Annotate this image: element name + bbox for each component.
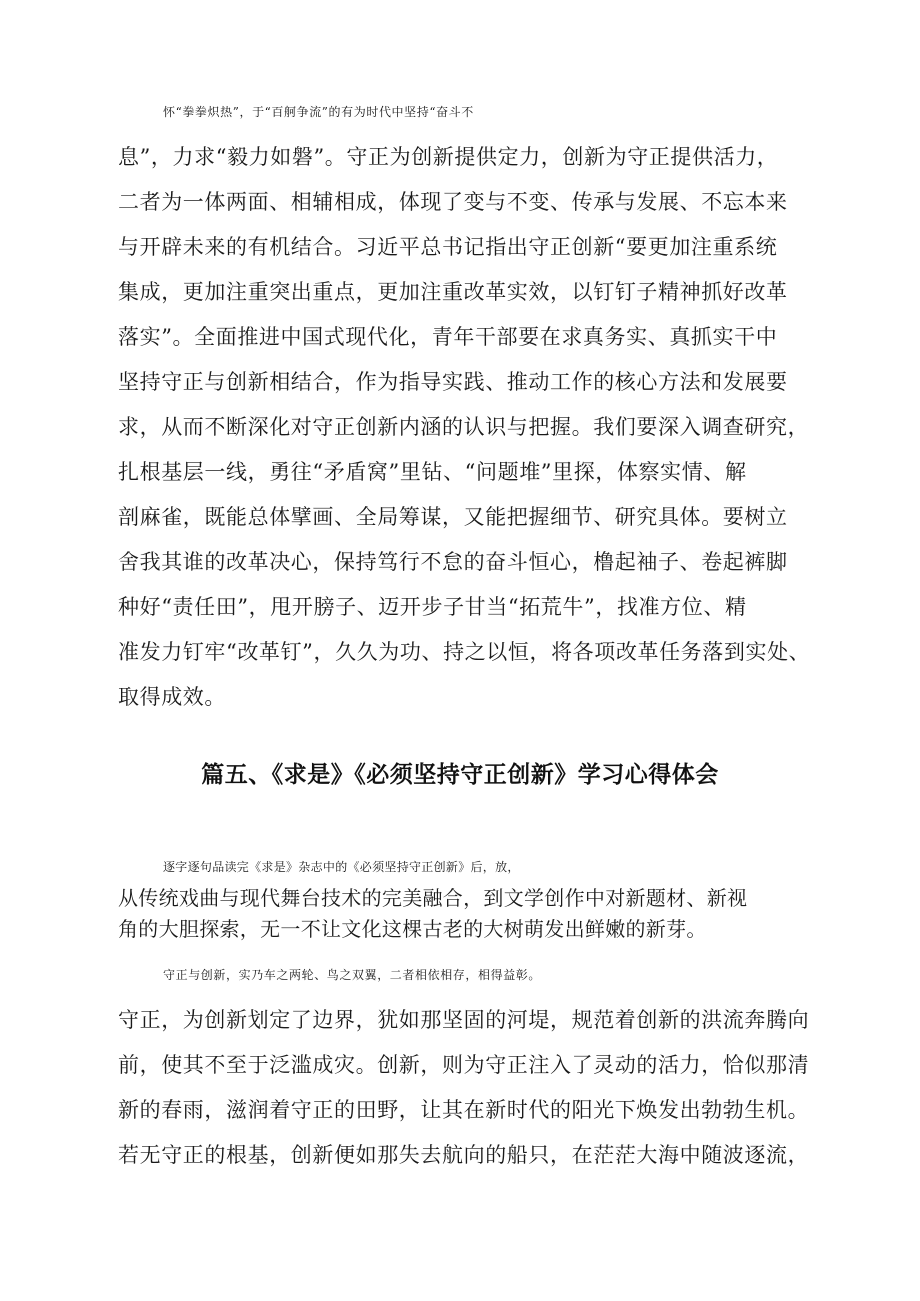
paragraph-line: 剖麻雀，既能总体擘画、全局筹谋，又能把握细节、研究具体。要树立 bbox=[118, 505, 788, 529]
paragraph-line: 从传统戏曲与现代舞台技术的完美融合，到文学创作中对新题材、新视 bbox=[118, 886, 748, 910]
paragraph-line: 前，使其不至于泛滥成灾。创新，则为守正注入了灵动的活力，恰似那清 bbox=[118, 1053, 810, 1077]
paragraph-line: 准发力钉牢“改革钉”，久久为功、持之以恒，将各项改革任务落到实处、 bbox=[118, 640, 811, 664]
paragraph-line: 集成，更加注重突出重点，更加注重改革实效，以钉钉子精神抓好改革 bbox=[118, 280, 788, 304]
paragraph-line: 种好“责任田”，甩开膀子、迈开步子甘当“拓荒牛”，找准方位、精 bbox=[118, 595, 747, 619]
paragraph-line: 守正，为创新划定了边界，犹如那坚固的河堤，规范着创新的洪流奔腾向 bbox=[118, 1008, 810, 1032]
paragraph-line: 落实”。全面推进中国式现代化，青年干部要在求真务实、真抓实干中 bbox=[118, 325, 778, 349]
paragraph-line: 角的大胆探索，无一不让文化这棵古老的大树萌发出鲜嫩的新芽。 bbox=[118, 917, 707, 941]
paragraph-line: 逐字逐句品读完《求是》杂志中的《必须坚持守正创新》后，放， bbox=[163, 860, 520, 874]
paragraph-line: 怀“拳拳炽热”，于“百舸争流”的有为时代中坚持“奋斗不 bbox=[163, 105, 474, 119]
paragraph-line: 舍我其谁的改革决心，保持笃行不怠的奋斗恒心，橹起袖子、卷起裤脚 bbox=[118, 550, 788, 574]
paragraph-line: 求，从而不断深化对守正创新内涵的认识与把握。我们要深入调查研究， bbox=[118, 415, 810, 439]
paragraph-line: 新的春雨，滋润着守正的田野，让其在新时代的阳光下焕发出勃勃生机。 bbox=[118, 1098, 810, 1122]
paragraph-line: 息”，力求“毅力如磐”。守正为创新提供定力，创新为守正提供活力， bbox=[118, 145, 779, 169]
paragraph-line: 与开辟未来的有机结合。习近平总书记指出守正创新“要更加注重系统 bbox=[118, 235, 778, 259]
paragraph-line: 坚持守正与创新相结合，作为指导实践、推动工作的核心方法和发展要 bbox=[118, 370, 788, 394]
paragraph-line: 若无守正的根基，创新便如那失去航向的船只，在茫茫大海中随波逐流， bbox=[118, 1143, 810, 1167]
paragraph-line: 守正与创新，实乃车之两轮、鸟之双翼，二者相依相存，相得益彰。 bbox=[163, 968, 542, 982]
paragraph-line: 扎根基层一线，勇往“矛盾窝”里钻、“问题堆”里探，体察实情、解 bbox=[118, 460, 747, 484]
section-heading: 篇五、《求是》《必须坚持守正创新》学习心得体会 bbox=[201, 762, 719, 788]
paragraph-line: 取得成效。 bbox=[118, 685, 226, 709]
paragraph-line: 二者为一体两面、相辅相成，体现了变与不变、传承与发展、不忘本来 bbox=[118, 190, 788, 214]
